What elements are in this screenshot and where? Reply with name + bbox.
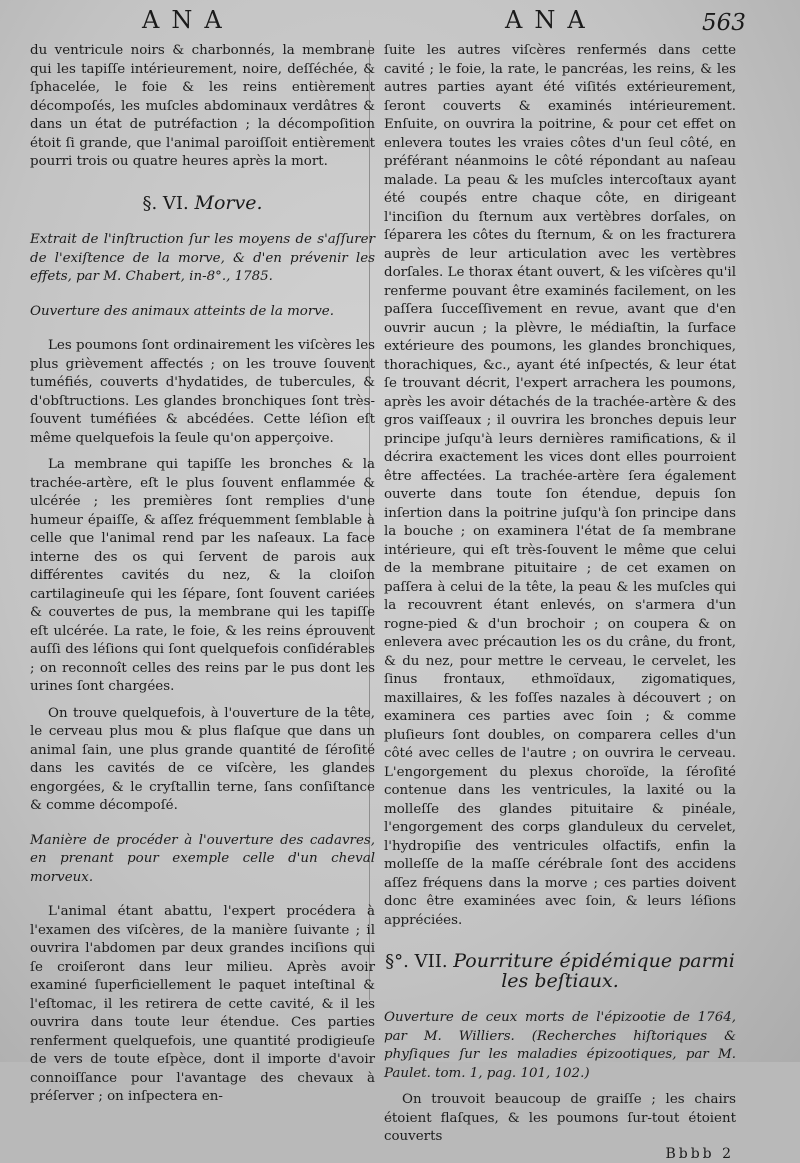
ink-spot <box>95 980 101 983</box>
running-head-right: ANA <box>505 6 597 34</box>
paragraph: La membrane qui tapiſſe les bronches & la trachée-artère, eſt le plus ſouvent enflammée & ulcérée ; les premières ſont remplies d'une humeur épaiſſe, & aſſez fréquemment ſemblable à celle que l'animal rend par les naſeaux. La face interne des os qui ſervent de parois aux différentes cavités du nez, & la cloiſon cartilagineuſe qui les ſépare, ſont ſouvent cariées & couvertes de pus, la membrane qui les tapiſſe eſt ulcérée. La rate, le foie, & les reins éprouvent auſſi des léſions qui ſont quelquefois conſidérables ; on reconnoît celles des reins par le pus dont les urines ſont chargées. <box>30 456 375 697</box>
subheading: Ouverture des animaux atteints de la morve. <box>30 303 375 322</box>
paragraph: du ventricule noirs & charbonnés, la membrane qui les tapiſſe intérieurement, noire, deſſéchée, & ſphacelée, le foie & les reins entièrement décompoſés, les muſcles abdominaux verdâtres & dans un état de putréfaction ; la décompoſition étoit ſi grande, que l'animal paroiſſoit entièrement pourri trois ou quatre heures après la mort. <box>30 42 375 172</box>
section-heading <box>30 194 375 214</box>
running-head-left: ANA <box>142 6 234 34</box>
paragraph: ſuite les autres viſcères renfermés dans cette cavité ; le foie, la rate, le pancréas, les reins, & les autres parties ayant été viſités extérieurement, ſeront couverts & examinés intérieurement. Enſuite, on ouvrira la poitrine, & pour cet effet on enlevera toutes les vraies côtes d'un ſeul côté, en préférant néanmoins le côté répondant au naſeau malade. La peau & les muſcles intercoſtaux ayant été coupés entre chaque côte, en dirigeant l'inciſion du ſternum aux vertèbres dorſales, on ſéparera les côtes du ſternum, & on les fracturera auprès de leur articulation avec les vertèbres dorſales. Le thorax étant ouvert, & les viſcères qu'il renferme pouvant être examinés facilement, on les paſſera ſucceſſivement en revue, avant que d'en ouvrir aucun ; la plèvre, le médiaſtin, la ſurface extérieure des poumons, les glandes bronchiques, thorachiques, &c., ayant été inſpectés, & leur état ſe trouvant décrit, l'expert arrachera les poumons, après les avoir détachés de la trachée-artère & des gros vaiſſeaux ; il ouvrira les bronches depuis leur principe juſqu'à leurs dernières ramifications, & il décrira exactement les vices dont elles pourroient être affectées. La trachée-artère ſera également ouverte dans toute ſon étendue, depuis ſon inſertion dans la poitrine juſqu'à ſon principe dans la bouche ; on examinera l'état de ſa membrane intérieure, qui eſt très-ſouvent le même que celui de la membrane pituitaire ; de cet examen on paſſera à celui de la tête, la peau & les muſcles qui la recouvrent étant enlevés, on s'armera d'un rogne-pied & d'un brochoir ; on coupera & on enlevera avec précaution les os du crâne, du front, & du nez, pour mettre le cerveau, le cervelet, les ſinus frontaux, ethmoïdaux, zigomatiques, maxillaires, & les foſſes nazales à découvert ; on examinera ces parties avec ſoin ; & comme pluſieurs ſont doubles, on comparera celles d'un côté avec celles de l'autre ; on ouvrira le cerveau. L'engorgement du plexus choroïde, la ſéroſité contenue dans les ventricules, la laxité ou la molleſſe des glandes pituitaire & pinéale, l'engorgement des corps glanduleux du cervelet, l'hydropiſie des ventricules olfactifs, enfin la molleſſe de la maſſe cérébrale ſont des accidens aſſez fréquens dans la morve ; ces parties doivent donc être examinées avec ſoin, & leurs léſions appréciées. <box>384 42 736 930</box>
left-column <box>30 42 375 1107</box>
paragraph: L'animal étant abattu, l'expert procédera à l'examen des viſcères, de la manière ſuivante ; il ouvrira l'abdomen par deux grandes inciſions qui ſe croiſeront dans leur milieu. Après avoir examiné ſuperficiellement le paquet inteſtinal & l'eſtomac, il les retirera de cette cavité, & il les ouvrira dans toute leur étendue. Ces parties renferment quelquefois, une quantité prodigieuſe de vers de toute eſpèce, dont il importe d'avoir connoiſſance pour l'avantage des chevaux à préſerver ; on inſpectera en- <box>30 903 375 1107</box>
section-number: §°. VII. <box>385 951 447 972</box>
paragraph: On trouve quelquefois, à l'ouverture de la tête, le cerveau plus mou & plus flaſque que dans un animal ſain, une plus grande quantité de ſéroſité dans les cavités de ce viſcère, les glandes engorgées, & le cryſtallin terne, ſans conſiſtance & comme décompoſé. <box>30 705 375 816</box>
paragraph: Les poumons ſont ordinairement les viſcères les plus grièvement affectés ; on les trouve ſouvent tuméfiés, couverts d'hydatides, de tubercules, & d'obſtructions. Les glandes bronchiques ſont très-ſouvent tuméfiées & abcédées. Cette léſion eſt même quelquefois la ſeule qu'on apperçoive. <box>30 337 375 448</box>
section-title: Morve. <box>195 192 263 214</box>
right-column <box>384 42 736 1163</box>
section-title: Pourriture épidémique parmi les beſtiaux. <box>453 950 735 992</box>
section-heading <box>384 952 736 991</box>
ink-spot <box>612 1018 616 1022</box>
extract-citation: Extrait de l'inſtruction ſur les moyens de s'aſſurer de l'exiſtence de la morve, & d'en prévenir les effets, par M. Chabert, in-8°., 1785. <box>30 231 375 287</box>
ink-spot <box>462 452 467 457</box>
extract-citation: Ouverture de ceux morts de l'épizootie de 1764, par M. Williers. (Recherches hiſtoriques & phyſiques ſur les maladies épizootiques, par M. Paulet. tom. 1, pag. 101, 102.) <box>384 1009 736 1083</box>
subheading: Manière de procéder à l'ouverture des cadavres, en prenant pour exemple celle d'un cheval morveux. <box>30 832 375 888</box>
signature-mark: Bbbb 2 <box>384 1145 736 1163</box>
running-head <box>0 6 800 38</box>
page-number: 563 <box>702 10 746 36</box>
section-number: §. VI. <box>142 193 188 214</box>
paragraph: On trouvoit beaucoup de graiſſe ; les chairs étoient flaſques, & les poumons ſur-tout étoient couverts <box>384 1091 736 1147</box>
